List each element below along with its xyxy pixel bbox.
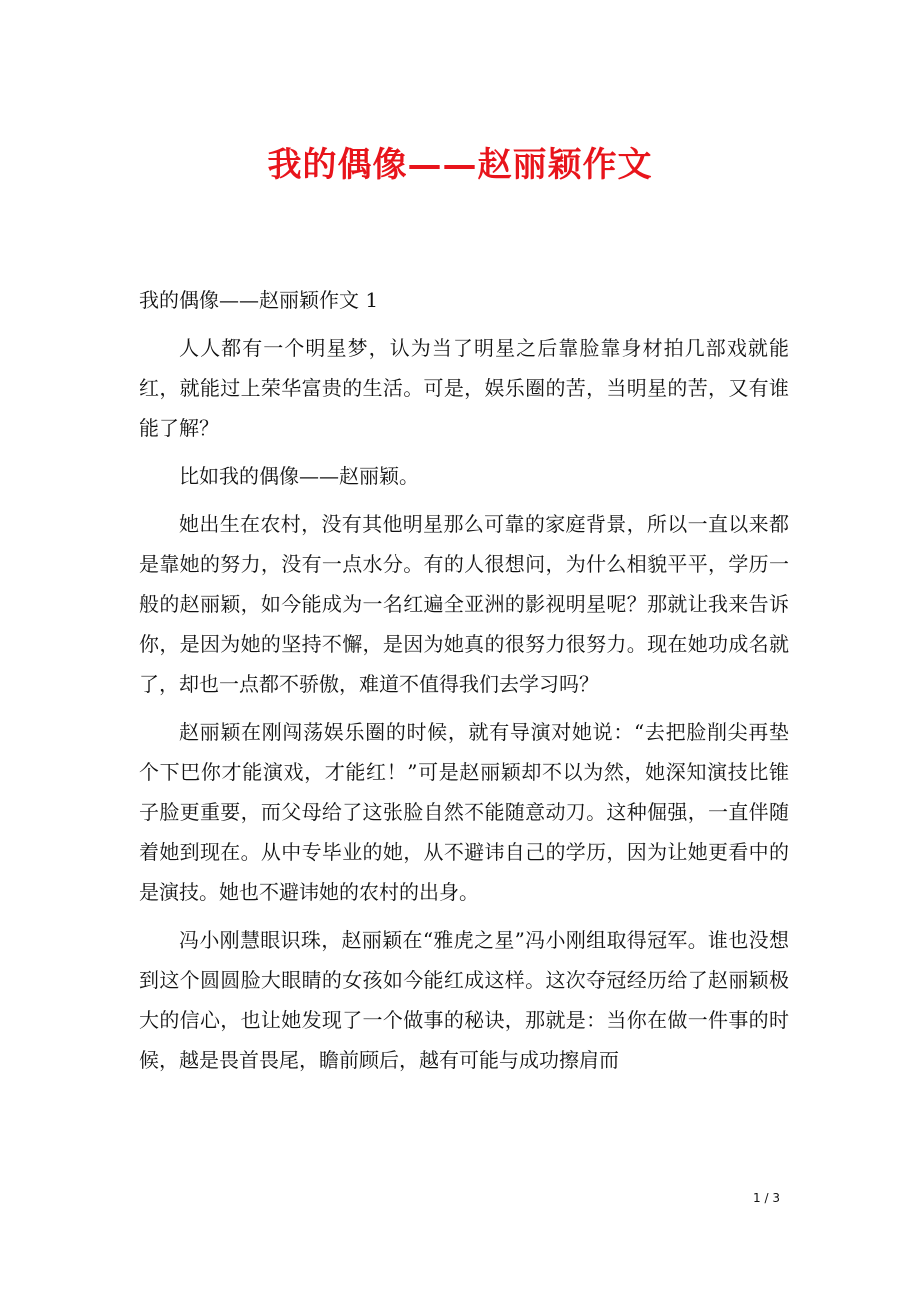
paragraph-2: 比如我的偶像——赵丽颖。 (179, 464, 419, 488)
paragraph-3: 她出生在农村，没有其他明星那么可靠的家庭背景，所以一直以来都是靠她的努力，没有一点水分。有的人很想问，为什么相貌平平，学历一般的赵丽颖，如今能成为一名红遍全亚洲的影视明星呢？那就让我来告诉你，是因为她的坚持不懈，是因为她真的很努力很努力。现在她功成名就了，却也一点都不骄傲，难道不值得我们去学习吗？ (139, 512, 789, 696)
document-body (139, 280, 789, 1088)
paragraph-5: 冯小刚慧眼识珠，赵丽颖在“雅虎之星”冯小刚组取得冠军。谁也没想到这个圆圆脸大眼睛的女孩如今能红成这样。这次夺冠经历给了赵丽颖极大的信心，也让她发现了一个做事的秘诀，那就是：当你在做一件事的时候，越是畏首畏尾，瞻前顾后，越有可能与成功擦肩而 (139, 928, 789, 1072)
page-number: 1 / 3 (753, 1191, 780, 1205)
paragraph-1: 人人都有一个明星梦，认为当了明星之后靠脸靠身材拍几部戏就能红，就能过上荣华富贵的生活。可是，娱乐圈的苦，当明星的苦，又有谁能了解？ (139, 336, 789, 440)
essay-subtitle: 我的偶像——赵丽颖作文 1 (139, 288, 379, 312)
paragraph-4: 赵丽颖在刚闯荡娱乐圈的时候，就有导演对她说：“去把脸削尖再垫个下巴你才能演戏，才能红！”可是赵丽颖却不以为然，她深知演技比锥子脸更重要，而父母给了这张脸自然不能随意动刀。这种倔强，一直伴随着她到现在。从中专毕业的她，从不避讳自己的学历，因为让她更看中的是演技。她也不避讳她的农村的出身。 (139, 720, 789, 904)
document-title: 我的偶像——赵丽颖作文 (267, 145, 653, 185)
